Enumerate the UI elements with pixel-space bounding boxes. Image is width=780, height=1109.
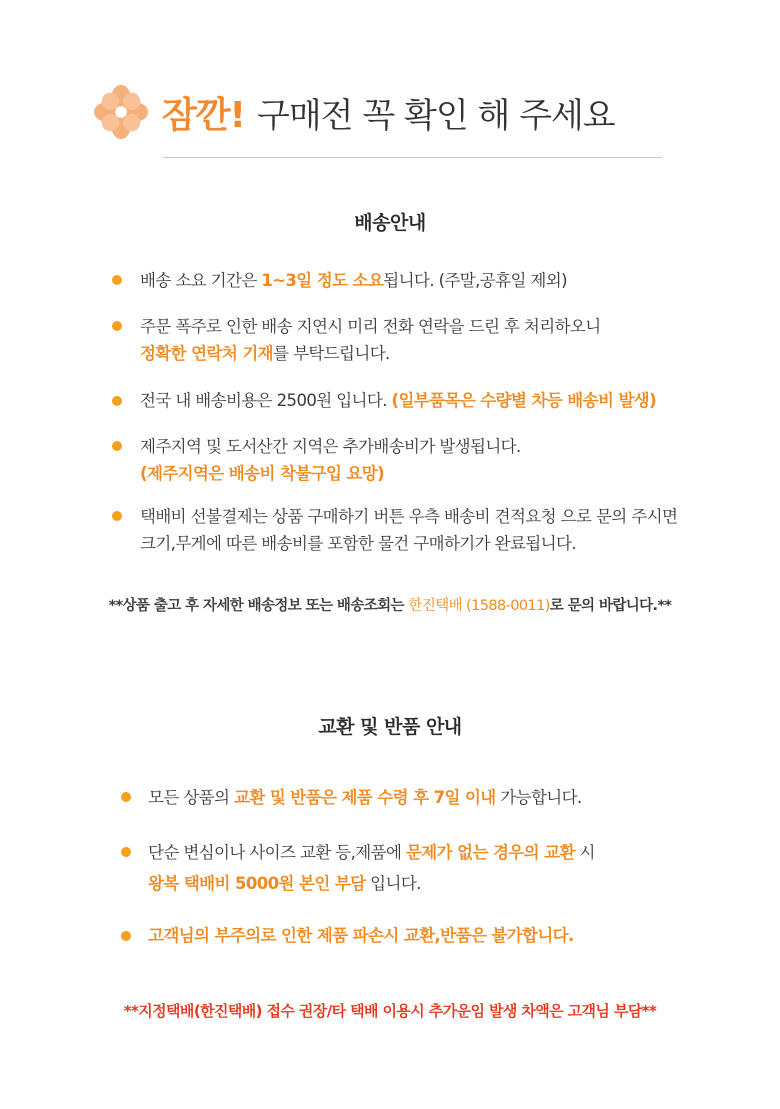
- bullet-dot: [112, 511, 122, 521]
- page-title: 구매전 꼭 확인 해 주세요: [256, 95, 615, 136]
- list-item: 택배비 선불결제는 상품 구매하기 버튼 우측 배송비 견적요청 으로 문의 주시면 크기,무게에 따른 배송비를 포함한 물건 구매하기가 완료됩니다.: [140, 507, 678, 553]
- title-accent: 잠깐!: [162, 94, 245, 136]
- list-item: 단순 변심이나 사이즈 교환 등,제품에 문제가 없는 경우의 교환 시 왕복 택배비 5000원 본인 부담 입니다.: [148, 843, 595, 893]
- bullet-dot: [121, 931, 131, 941]
- shipping-note: **상품 출고 후 자세한 배송정보 또는 배송조회는 한진택배 (1588-0011)로 문의 바랍니다.**: [108, 598, 672, 614]
- page-header: [92, 84, 615, 140]
- list-item: 주문 폭주로 인한 배송 지연시 미리 전화 연락을 드린 후 처리하오니 정확한 연락처 기재를 부탁드립니다.: [140, 317, 601, 363]
- list-item: 모든 상품의 교환 및 반품은 제품 수령 후 7일 이내 가능합니다.: [148, 788, 582, 807]
- list-item: 제주지역 및 도서산간 지역은 추가배송비가 발생됩니다. (제주지역은 배송비 착불구입 요망): [140, 437, 521, 483]
- courier-warning-note: **지정택배(한진택배) 접수 권장/타 택배 이용시 추가운임 발생 차액은 고객님 부담**: [123, 1002, 657, 1020]
- flower-icon: [92, 83, 150, 141]
- bullet-dot: [121, 847, 131, 857]
- shipping-section-title: 배송안내: [354, 212, 426, 234]
- bullet-dot: [112, 396, 122, 406]
- header-divider: [163, 157, 662, 158]
- bullet-dot: [112, 441, 122, 451]
- list-item: 배송 소요 기간은 1~3일 정도 소요됩니다. (주말,공휴일 제외): [140, 271, 567, 290]
- list-item: 고객님의 부주의로 인한 제품 파손시 교환,반품은 불가합니다.: [148, 926, 574, 945]
- bullet-dot: [112, 321, 122, 331]
- bullet-dot: [112, 275, 122, 285]
- bullet-dot: [121, 792, 131, 802]
- exchange-section-title: 교환 및 반품 안내: [318, 716, 462, 738]
- list-item: 전국 내 배송비용은 2500원 입니다. (일부품목은 수량별 차등 배송비 발생): [140, 391, 657, 410]
